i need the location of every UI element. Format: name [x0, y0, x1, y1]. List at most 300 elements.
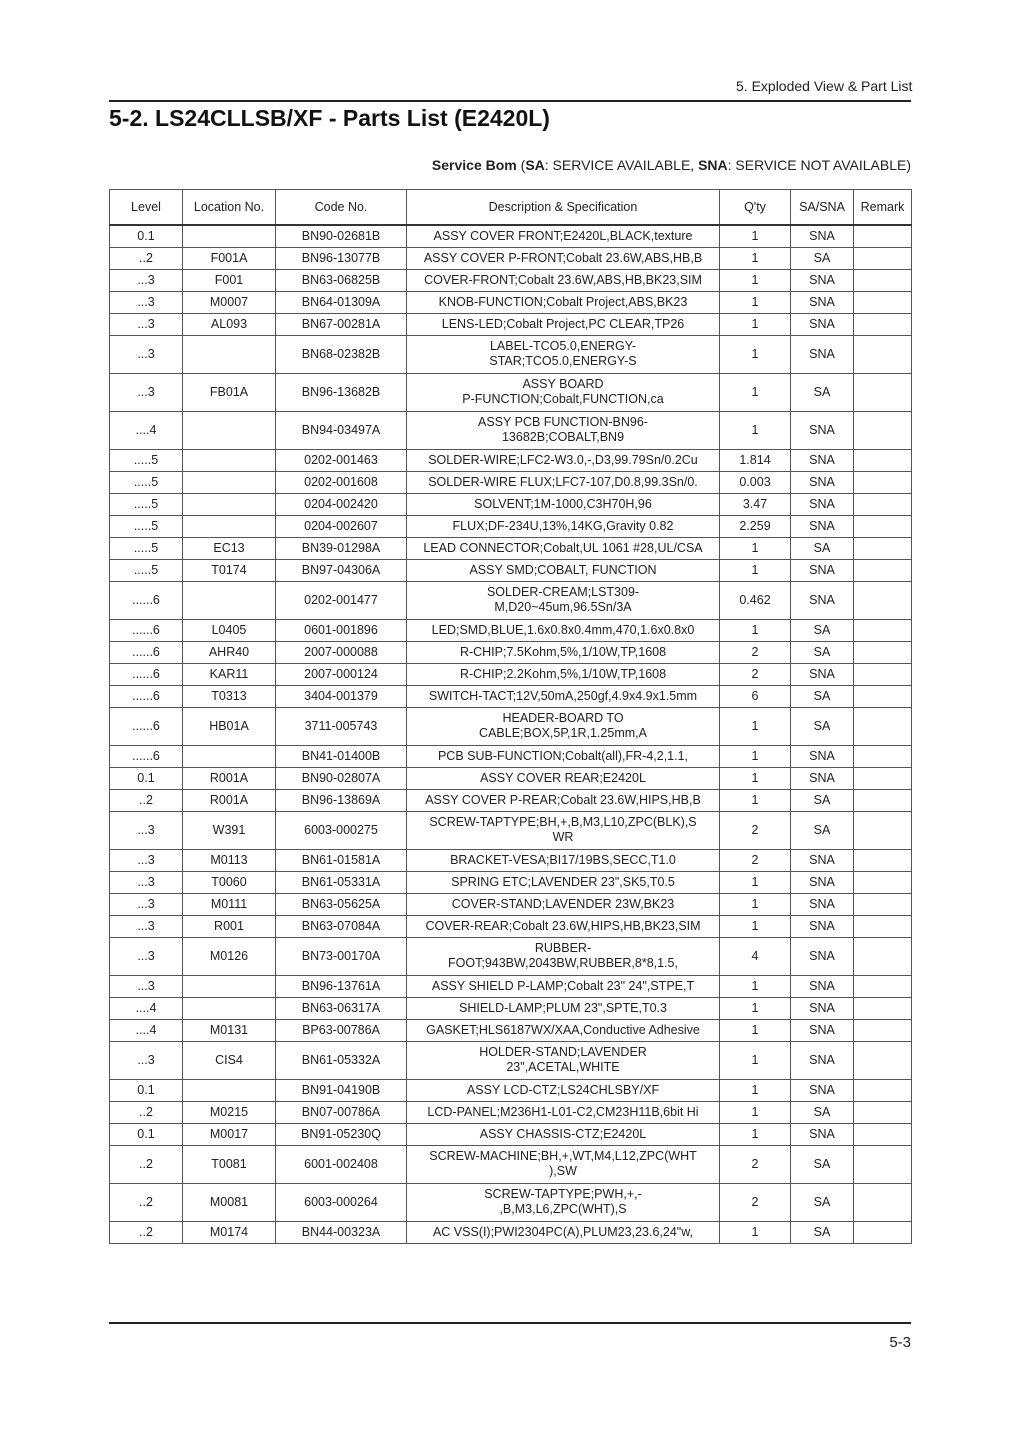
cell-code: BN91-04190B	[276, 1079, 407, 1101]
cell-sa-sna: SA	[791, 1183, 854, 1221]
cell-code: BN90-02681B	[276, 225, 407, 247]
cell-code: 6001-002408	[276, 1145, 407, 1183]
cell-remark	[854, 767, 912, 789]
description-line: R-CHIP;2.2Kohm,5%,1/10W,TP,1608	[459, 666, 667, 681]
cell-remark	[854, 1221, 912, 1243]
sna-abbrev: SNA	[698, 157, 728, 173]
cell-qty: 1	[720, 537, 791, 559]
cell-description	[407, 745, 720, 767]
cell-level: ...3	[110, 335, 183, 373]
cell-code: BN90-02807A	[276, 767, 407, 789]
cell-remark	[854, 1079, 912, 1101]
cell-qty: 1	[720, 707, 791, 745]
cell-location: L0405	[183, 619, 276, 641]
description-line: COVER-STAND;LAVENDER 23W,BK23	[451, 896, 675, 911]
cell-location: M0007	[183, 291, 276, 313]
cell-level: ......6	[110, 685, 183, 707]
table-row	[110, 559, 912, 581]
cell-location	[183, 471, 276, 493]
table-row	[110, 811, 912, 849]
cell-remark	[854, 537, 912, 559]
cell-qty: 1	[720, 767, 791, 789]
cell-sa-sna: SA	[791, 641, 854, 663]
page-title: 5-2. LS24CLLSB/XF - Parts List (E2420L)	[109, 105, 550, 131]
table-row	[110, 515, 912, 537]
cell-qty: 1	[720, 335, 791, 373]
cell-code: BN41-01400B	[276, 745, 407, 767]
sa-abbrev: SA	[525, 157, 545, 173]
cell-sa-sna: SA	[791, 373, 854, 411]
description-line: LABEL-TCO5.0,ENERGY-	[489, 339, 637, 353]
cell-location: EC13	[183, 537, 276, 559]
table-row	[110, 937, 912, 975]
cell-remark	[854, 313, 912, 335]
table-row	[110, 335, 912, 373]
cell-sa-sna: SA	[791, 1145, 854, 1183]
cell-code: BN94-03497A	[276, 411, 407, 449]
cell-remark	[854, 811, 912, 849]
description-line: PCB SUB-FUNCTION;Cobalt(all),FR-4,2,1.1,	[437, 748, 689, 763]
description-line: ASSY BOARD	[522, 377, 604, 391]
cell-sa-sna: SNA	[791, 515, 854, 537]
description-line: P-FUNCTION;Cobalt,FUNCTION,ca	[462, 392, 664, 406]
cell-remark	[854, 707, 912, 745]
header-divider	[109, 100, 911, 102]
cell-sa-sna: SNA	[791, 493, 854, 515]
description-line: SCREW-MACHINE;BH,+,WT,M4,L12,ZPC(WHT	[429, 1149, 697, 1163]
cell-sa-sna: SNA	[791, 997, 854, 1019]
cell-sa-sna: SNA	[791, 449, 854, 471]
table-row	[110, 975, 912, 997]
cell-qty: 1	[720, 871, 791, 893]
cell-sa-sna: SA	[791, 537, 854, 559]
description-line: WR	[552, 830, 574, 844]
col-header-remark: Remark	[854, 190, 912, 226]
cell-description	[407, 811, 720, 849]
cell-description	[407, 225, 720, 247]
cell-level: ...3	[110, 313, 183, 335]
cell-qty: 2	[720, 811, 791, 849]
description-line: ASSY PCB FUNCTION-BN96-	[478, 415, 648, 429]
cell-description	[407, 685, 720, 707]
cell-qty: 1	[720, 915, 791, 937]
cell-code: 3711-005743	[276, 707, 407, 745]
cell-remark	[854, 641, 912, 663]
cell-level: ...3	[110, 849, 183, 871]
cell-code: 0204-002420	[276, 493, 407, 515]
cell-description	[407, 915, 720, 937]
cell-location	[183, 745, 276, 767]
description-line: AC VSS(I);PWI2304PC(A),PLUM23,23.6,24"w,	[432, 1224, 694, 1239]
cell-location: AHR40	[183, 641, 276, 663]
description-line: STAR;TCO5.0,ENERGY-S	[489, 354, 637, 368]
table-row	[110, 893, 912, 915]
col-header-sa-sna: SA/SNA	[791, 190, 854, 226]
sa-description: : SERVICE AVAILABLE,	[544, 157, 699, 173]
cell-level: ....4	[110, 1019, 183, 1041]
cell-sa-sna: SNA	[791, 893, 854, 915]
cell-level: ......6	[110, 619, 183, 641]
cell-location: M0081	[183, 1183, 276, 1221]
description-line: SOLDER-WIRE;LFC2-W3.0,-,D3,99.79Sn/0.2Cu	[428, 452, 698, 467]
description-line: SCREW-TAPTYPE;BH,+,B,M3,L10,ZPC(BLK),S	[429, 815, 697, 829]
cell-qty: 1.814	[720, 449, 791, 471]
cell-location	[183, 1079, 276, 1101]
cell-qty: 2	[720, 641, 791, 663]
cell-level: ...3	[110, 937, 183, 975]
cell-sa-sna: SA	[791, 685, 854, 707]
table-row	[110, 1101, 912, 1123]
cell-location: T0313	[183, 685, 276, 707]
cell-code: BP63-00786A	[276, 1019, 407, 1041]
cell-remark	[854, 745, 912, 767]
cell-location: M0131	[183, 1019, 276, 1041]
cell-location: AL093	[183, 313, 276, 335]
cell-qty: 2	[720, 1145, 791, 1183]
cell-sa-sna: SNA	[791, 1041, 854, 1079]
cell-description	[407, 893, 720, 915]
cell-sa-sna: SNA	[791, 849, 854, 871]
description-line: KNOB-FUNCTION;Cobalt Project,ABS,BK23	[438, 294, 688, 309]
cell-code: BN96-13077B	[276, 247, 407, 269]
description-line: ,B,M3,L6,ZPC(WHT),S	[499, 1202, 627, 1216]
cell-qty: 1	[720, 313, 791, 335]
table-row	[110, 493, 912, 515]
table-row	[110, 619, 912, 641]
cell-description	[407, 975, 720, 997]
table-row	[110, 641, 912, 663]
cell-description	[407, 767, 720, 789]
table-row	[110, 1145, 912, 1183]
cell-description	[407, 997, 720, 1019]
cell-code: BN67-00281A	[276, 313, 407, 335]
table-row	[110, 1041, 912, 1079]
cell-location: R001A	[183, 767, 276, 789]
cell-sa-sna: SNA	[791, 1079, 854, 1101]
cell-level: .....5	[110, 515, 183, 537]
cell-remark	[854, 449, 912, 471]
cell-qty: 1	[720, 411, 791, 449]
cell-sa-sna: SA	[791, 811, 854, 849]
cell-level: 0.1	[110, 225, 183, 247]
cell-description	[407, 269, 720, 291]
cell-remark	[854, 937, 912, 975]
cell-qty: 1	[720, 893, 791, 915]
description-line: HOLDER-STAND;LAVENDER	[479, 1045, 647, 1059]
cell-level: ......6	[110, 641, 183, 663]
cell-code: BN61-01581A	[276, 849, 407, 871]
description-line: 13682B;COBALT,BN9	[501, 430, 625, 444]
cell-sa-sna: SA	[791, 707, 854, 745]
cell-remark	[854, 335, 912, 373]
cell-description	[407, 581, 720, 619]
table-row	[110, 291, 912, 313]
description-line: SPRING ETC;LAVENDER 23",SK5,T0.5	[451, 874, 675, 889]
page-number: 5-3	[889, 1334, 911, 1351]
cell-code: BN68-02382B	[276, 335, 407, 373]
cell-level: 0.1	[110, 767, 183, 789]
cell-level: ..2	[110, 1101, 183, 1123]
cell-sa-sna: SNA	[791, 335, 854, 373]
cell-code: 0202-001608	[276, 471, 407, 493]
cell-level: ...3	[110, 269, 183, 291]
cell-location	[183, 335, 276, 373]
cell-remark	[854, 581, 912, 619]
table-row	[110, 1221, 912, 1243]
cell-location: M0126	[183, 937, 276, 975]
table-row	[110, 537, 912, 559]
cell-qty: 1	[720, 1101, 791, 1123]
cell-code: BN97-04306A	[276, 559, 407, 581]
cell-code: 6003-000264	[276, 1183, 407, 1221]
table-row	[110, 871, 912, 893]
cell-remark	[854, 685, 912, 707]
cell-code: 2007-000124	[276, 663, 407, 685]
description-line: LED;SMD,BLUE,1.6x0.8x0.4mm,470,1.6x0.8x0	[431, 622, 695, 637]
table-row	[110, 745, 912, 767]
cell-sa-sna: SNA	[791, 581, 854, 619]
cell-location	[183, 581, 276, 619]
col-header-qty: Q'ty	[720, 190, 791, 226]
cell-code: BN39-01298A	[276, 537, 407, 559]
description-line: ASSY SMD;COBALT, FUNCTION	[469, 562, 657, 577]
cell-qty: 0.462	[720, 581, 791, 619]
cell-code: 6003-000275	[276, 811, 407, 849]
cell-sa-sna: SA	[791, 247, 854, 269]
cell-level: ....4	[110, 997, 183, 1019]
cell-remark	[854, 471, 912, 493]
cell-level: ...3	[110, 915, 183, 937]
cell-qty: 2	[720, 663, 791, 685]
table-row	[110, 225, 912, 247]
cell-level: ......6	[110, 581, 183, 619]
cell-remark	[854, 269, 912, 291]
cell-description	[407, 515, 720, 537]
cell-level: ...3	[110, 871, 183, 893]
cell-location: W391	[183, 811, 276, 849]
table-row	[110, 1079, 912, 1101]
description-line: SCREW-TAPTYPE;PWH,+,-	[484, 1187, 642, 1201]
cell-remark	[854, 1101, 912, 1123]
cell-code: 0601-001896	[276, 619, 407, 641]
cell-remark	[854, 247, 912, 269]
cell-sa-sna: SNA	[791, 291, 854, 313]
cell-remark	[854, 493, 912, 515]
cell-description	[407, 1041, 720, 1079]
cell-qty: 1	[720, 1221, 791, 1243]
cell-location: FB01A	[183, 373, 276, 411]
cell-sa-sna: SNA	[791, 937, 854, 975]
cell-sa-sna: SNA	[791, 745, 854, 767]
footer-divider	[109, 1322, 911, 1324]
cell-sa-sna: SA	[791, 1221, 854, 1243]
cell-description	[407, 1123, 720, 1145]
cell-sa-sna: SNA	[791, 471, 854, 493]
description-line: CABLE;BOX,5P,1R,1.25mm,A	[479, 726, 647, 740]
cell-code: BN07-00786A	[276, 1101, 407, 1123]
cell-remark	[854, 559, 912, 581]
cell-level: .....5	[110, 537, 183, 559]
table-row	[110, 411, 912, 449]
cell-level: ...3	[110, 1041, 183, 1079]
cell-level: .....5	[110, 559, 183, 581]
cell-description	[407, 663, 720, 685]
section-header: 5. Exploded View & Part List	[736, 78, 913, 94]
cell-level: ......6	[110, 745, 183, 767]
cell-code: BN63-05625A	[276, 893, 407, 915]
cell-description	[407, 247, 720, 269]
parts-list-table	[109, 189, 912, 1244]
cell-remark	[854, 291, 912, 313]
cell-level: .....5	[110, 449, 183, 471]
description-line: GASKET;HLS6187WX/XAA,Conductive Adhesive	[426, 1022, 700, 1037]
cell-level: ...3	[110, 893, 183, 915]
description-line: ),SW	[549, 1164, 577, 1178]
cell-remark	[854, 1041, 912, 1079]
cell-level: ...3	[110, 373, 183, 411]
description-line: ASSY COVER REAR;E2420L	[480, 770, 646, 785]
table-header-row	[110, 190, 912, 226]
cell-level: ..2	[110, 1183, 183, 1221]
description-line: LCD-PANEL;M236H1-L01-C2,CM23H11B,6bit Hi	[427, 1104, 699, 1119]
cell-description	[407, 707, 720, 745]
cell-code: 0204-002607	[276, 515, 407, 537]
table-row	[110, 663, 912, 685]
sna-description: : SERVICE NOT AVAILABLE)	[727, 157, 911, 173]
cell-sa-sna: SNA	[791, 975, 854, 997]
table-row	[110, 247, 912, 269]
description-line: LENS-LED;Cobalt Project,PC CLEAR,TP26	[441, 316, 685, 331]
cell-sa-sna: SA	[791, 789, 854, 811]
cell-location: M0174	[183, 1221, 276, 1243]
cell-description	[407, 1145, 720, 1183]
description-line: FOOT;943BW,2043BW,RUBBER,8*8,1.5,	[448, 956, 678, 970]
cell-code: BN44-00323A	[276, 1221, 407, 1243]
table-row	[110, 313, 912, 335]
cell-sa-sna: SNA	[791, 663, 854, 685]
cell-location: R001A	[183, 789, 276, 811]
description-line: ASSY COVER P-REAR;Cobalt 23.6W,HIPS,HB,B	[425, 792, 701, 807]
cell-description	[407, 1221, 720, 1243]
cell-remark	[854, 225, 912, 247]
cell-qty: 1	[720, 1019, 791, 1041]
table-row	[110, 269, 912, 291]
cell-sa-sna: SNA	[791, 269, 854, 291]
cell-code: BN64-01309A	[276, 291, 407, 313]
cell-description	[407, 1101, 720, 1123]
table-row	[110, 685, 912, 707]
col-header-description: Description & Specification	[407, 190, 720, 226]
cell-code: BN63-06825B	[276, 269, 407, 291]
cell-description	[407, 1183, 720, 1221]
cell-remark	[854, 789, 912, 811]
table-row	[110, 373, 912, 411]
cell-location: T0060	[183, 871, 276, 893]
table-row	[110, 789, 912, 811]
cell-description	[407, 559, 720, 581]
cell-level: ...3	[110, 975, 183, 997]
cell-level: .....5	[110, 471, 183, 493]
cell-remark	[854, 411, 912, 449]
cell-qty: 1	[720, 1123, 791, 1145]
cell-sa-sna: SNA	[791, 313, 854, 335]
cell-remark	[854, 1145, 912, 1183]
cell-level: ...3	[110, 811, 183, 849]
cell-description	[407, 373, 720, 411]
cell-description	[407, 1079, 720, 1101]
service-bom-label: Service Bom	[431, 157, 517, 173]
cell-qty: 1	[720, 789, 791, 811]
cell-description	[407, 471, 720, 493]
cell-location: HB01A	[183, 707, 276, 745]
cell-description	[407, 849, 720, 871]
table-row	[110, 707, 912, 745]
description-line: SWITCH-TACT;12V,50mA,250gf,4.9x4.9x1.5mm	[428, 688, 698, 703]
cell-sa-sna: SNA	[791, 559, 854, 581]
cell-qty: 1	[720, 247, 791, 269]
cell-description	[407, 313, 720, 335]
cell-qty: 0.003	[720, 471, 791, 493]
cell-code: BN96-13761A	[276, 975, 407, 997]
cell-level: ....4	[110, 411, 183, 449]
cell-remark	[854, 515, 912, 537]
col-header-location: Location No.	[183, 190, 276, 226]
col-header-level: Level	[110, 190, 183, 226]
cell-sa-sna: SA	[791, 1101, 854, 1123]
cell-sa-sna: SNA	[791, 1123, 854, 1145]
cell-description	[407, 641, 720, 663]
cell-location	[183, 515, 276, 537]
cell-description	[407, 789, 720, 811]
description-line: LEAD CONNECTOR;Cobalt,UL 1061 #28,UL/CSA	[423, 540, 703, 555]
cell-remark	[854, 997, 912, 1019]
cell-level: ......6	[110, 707, 183, 745]
cell-qty: 4	[720, 937, 791, 975]
cell-location: KAR11	[183, 663, 276, 685]
description-line: SOLVENT;1M-1000,C3H70H,96	[474, 496, 652, 511]
cell-location: M0215	[183, 1101, 276, 1123]
cell-description	[407, 937, 720, 975]
cell-qty: 1	[720, 1041, 791, 1079]
cell-code: BN96-13869A	[276, 789, 407, 811]
cell-code: BN61-05332A	[276, 1041, 407, 1079]
cell-sa-sna: SNA	[791, 767, 854, 789]
cell-code: BN61-05331A	[276, 871, 407, 893]
description-line: M,D20~45um,96.5Sn/3A	[494, 600, 632, 614]
cell-qty: 1	[720, 997, 791, 1019]
cell-remark	[854, 1183, 912, 1221]
cell-remark	[854, 663, 912, 685]
cell-level: ..2	[110, 1221, 183, 1243]
cell-description	[407, 335, 720, 373]
cell-qty: 1	[720, 559, 791, 581]
cell-location: R001	[183, 915, 276, 937]
cell-code: BN63-07084A	[276, 915, 407, 937]
table-row	[110, 767, 912, 789]
cell-remark	[854, 975, 912, 997]
cell-description	[407, 449, 720, 471]
cell-level: ......6	[110, 663, 183, 685]
cell-location: F001A	[183, 247, 276, 269]
service-bom-open: (	[516, 157, 526, 173]
cell-qty: 1	[720, 291, 791, 313]
table-body	[110, 225, 912, 1243]
cell-qty: 3.47	[720, 493, 791, 515]
table-row	[110, 849, 912, 871]
service-bom-legend	[432, 157, 911, 173]
cell-description	[407, 619, 720, 641]
table-row	[110, 449, 912, 471]
